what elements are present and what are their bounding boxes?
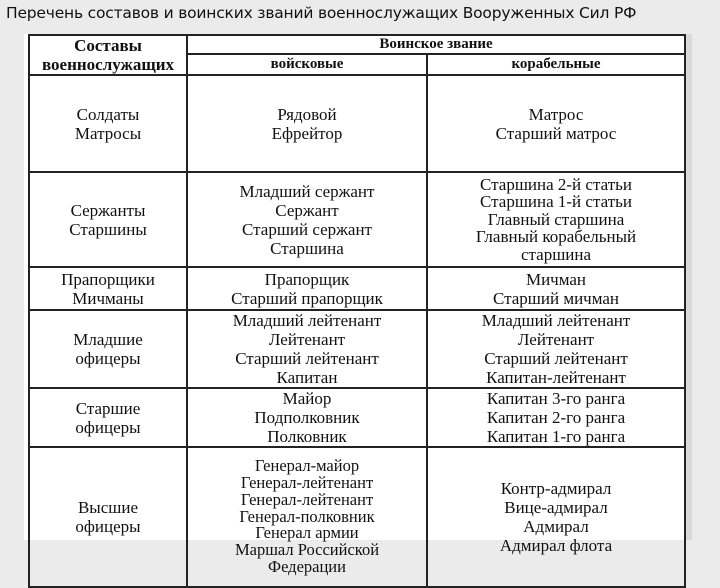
rank-line: Маршал Российской bbox=[234, 540, 380, 560]
rank-line: Прапорщики bbox=[61, 269, 155, 289]
rank-line: Мичманы bbox=[72, 288, 144, 308]
rank-line: Капитан 1-го ранга bbox=[486, 427, 626, 446]
rank-line: Лейтенант bbox=[268, 330, 346, 349]
rank-line: Генерал армии bbox=[255, 523, 359, 543]
category-cell bbox=[29, 75, 187, 172]
rank-line: старшина bbox=[520, 244, 592, 264]
army-rank-cell bbox=[187, 267, 427, 310]
rank-line: Генерал-лейтенант bbox=[240, 489, 374, 509]
rank-line: Старший мичман bbox=[492, 288, 620, 308]
navy-rank-cell bbox=[427, 447, 685, 587]
rank-line: Вице-адмирал bbox=[504, 498, 608, 517]
rank-line: Матрос bbox=[528, 104, 584, 124]
rank-line: Контр-адмирал bbox=[500, 479, 612, 498]
rank-line: Старший матрос bbox=[495, 123, 617, 143]
rank-line: Рядовой bbox=[277, 104, 337, 124]
rank-line: Младший лейтенант bbox=[481, 311, 631, 330]
rank-line: Генерал-полковник bbox=[239, 506, 375, 526]
header-composition-line: Составы bbox=[74, 36, 142, 55]
table-row bbox=[29, 447, 685, 587]
table-row bbox=[29, 310, 685, 388]
rank-line: Младшие bbox=[73, 330, 143, 349]
category-cell bbox=[29, 172, 187, 267]
header-composition-line: военнослужащих bbox=[41, 55, 175, 74]
table-row bbox=[29, 75, 685, 172]
rank-line: Старший лейтенант bbox=[235, 349, 379, 368]
sheet-edge bbox=[686, 34, 692, 540]
rank-line: Старшина 1-й статьи bbox=[480, 192, 632, 212]
rank-line: Старшие bbox=[75, 398, 141, 418]
rank-line: Высшие bbox=[77, 498, 139, 517]
rank-line: Младший лейтенант bbox=[232, 311, 382, 330]
army-rank-cell bbox=[187, 75, 427, 172]
rank-line: Федерации bbox=[268, 556, 346, 576]
rank-line: Лейтенант bbox=[517, 330, 595, 349]
header-rank-group: Воинское звание bbox=[187, 35, 685, 54]
navy-rank-cell bbox=[427, 310, 685, 388]
army-rank-cell bbox=[187, 388, 427, 447]
rank-line: Капитан bbox=[276, 368, 338, 387]
navy-rank-cell bbox=[427, 172, 685, 267]
table-row bbox=[29, 267, 685, 310]
ranks-table bbox=[28, 34, 686, 588]
rank-line: Мичман bbox=[525, 269, 587, 289]
navy-rank-cell bbox=[427, 75, 685, 172]
header-composition bbox=[29, 35, 187, 75]
rank-line: Старшины bbox=[69, 219, 147, 239]
slide-title: Перечень составов и воинских званий военнослужащих Вооруженных Сил РФ bbox=[6, 4, 637, 22]
category-cell bbox=[29, 310, 187, 388]
rank-line: Подполковник bbox=[254, 408, 360, 427]
rank-line: Капитан 3-го ранга bbox=[486, 389, 626, 408]
rank-line: Адмирал флота bbox=[499, 536, 613, 555]
army-rank-cell bbox=[187, 172, 427, 267]
army-rank-cell bbox=[187, 447, 427, 587]
rank-line: Сержанты bbox=[70, 200, 146, 220]
rank-line: Матросы bbox=[74, 123, 142, 143]
category-cell bbox=[29, 447, 187, 587]
rank-line: Старший сержант bbox=[242, 219, 372, 239]
rank-line: Старшина 2-й статьи bbox=[480, 174, 632, 194]
header-navy: корабельные bbox=[427, 54, 685, 75]
rank-line: Ефрейтор bbox=[271, 123, 343, 143]
rank-line: Генерал-майор bbox=[254, 456, 360, 476]
rank-line: Старшина bbox=[270, 238, 344, 258]
rank-line: Младший сержант bbox=[239, 181, 375, 201]
category-cell bbox=[29, 388, 187, 447]
rank-line: Адмирал bbox=[523, 517, 589, 536]
rank-line: Главный старшина bbox=[487, 209, 625, 229]
navy-rank-cell bbox=[427, 388, 685, 447]
table-row bbox=[29, 172, 685, 267]
table-row bbox=[29, 388, 685, 447]
rank-line: Полковник bbox=[267, 427, 347, 446]
rank-line: Капитан 2-го ранга bbox=[486, 408, 626, 427]
rank-line: Прапорщик bbox=[264, 269, 350, 289]
rank-line: Главный корабельный bbox=[475, 227, 637, 247]
army-rank-cell bbox=[187, 310, 427, 388]
rank-rows bbox=[29, 75, 685, 587]
rank-line: Генерал-лейтенант bbox=[240, 473, 374, 492]
rank-line: Капитан-лейтенант bbox=[486, 368, 626, 387]
rank-line: офицеры bbox=[75, 517, 141, 536]
rank-line: Старший лейтенант bbox=[484, 349, 628, 368]
rank-line: Сержант bbox=[275, 200, 339, 220]
rank-line: офицеры bbox=[75, 417, 141, 437]
rank-line: офицеры bbox=[75, 349, 141, 368]
rank-line: Майор bbox=[282, 389, 332, 408]
category-cell bbox=[29, 267, 187, 310]
rank-line: Старший прапорщик bbox=[231, 288, 383, 308]
navy-rank-cell bbox=[427, 267, 685, 310]
header-army: войсковые bbox=[187, 54, 427, 75]
rank-line: Солдаты bbox=[76, 104, 140, 124]
